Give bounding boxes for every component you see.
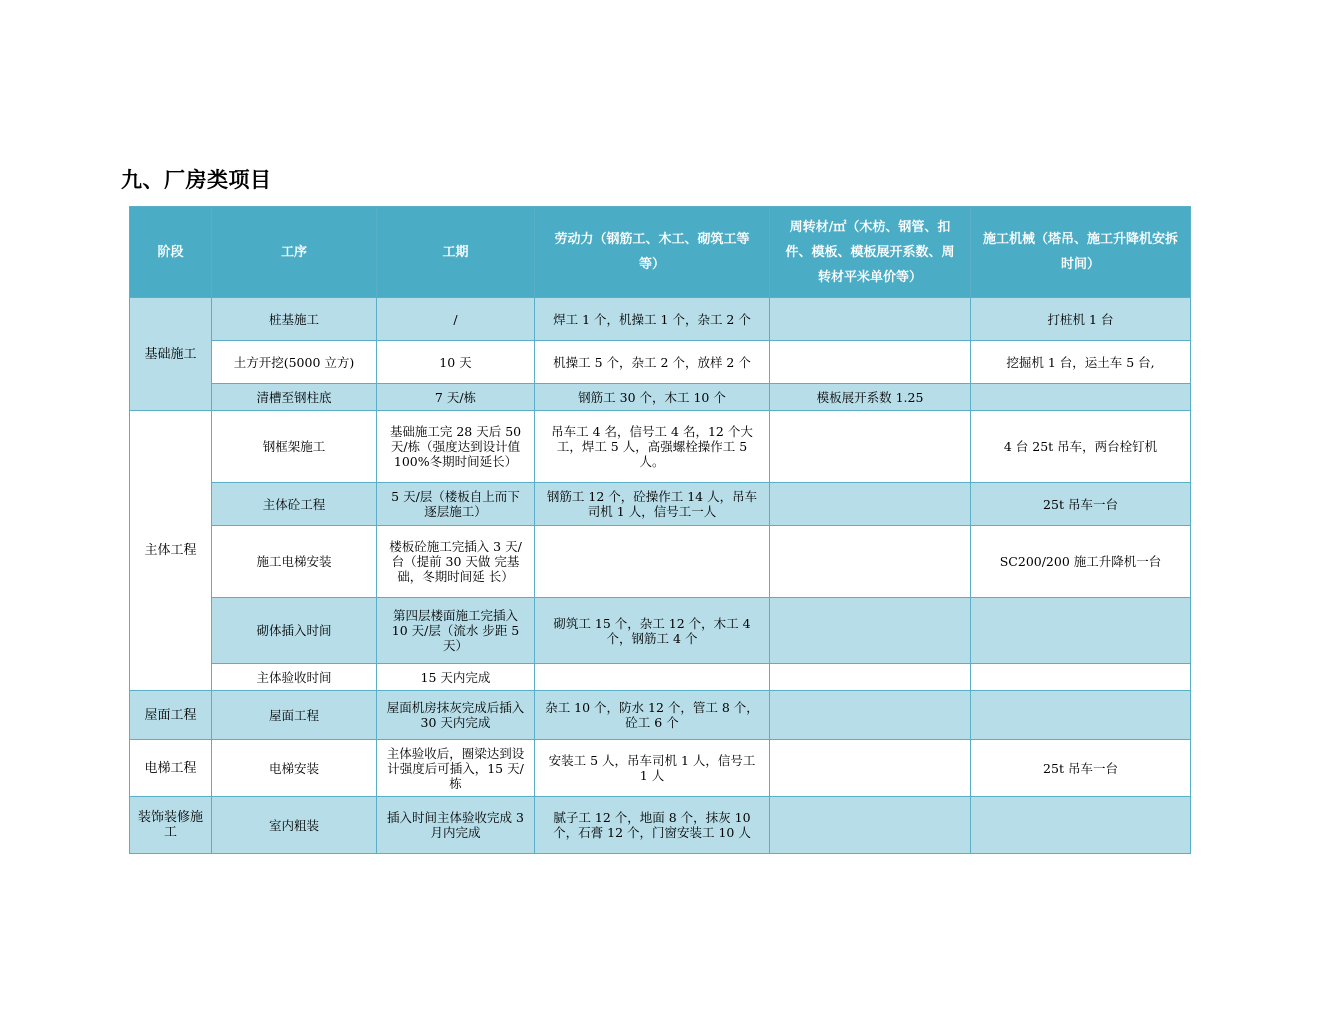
- stage-cell-elevator: 电梯工程: [130, 740, 212, 797]
- machinery-cell: 25t 吊车一台: [971, 483, 1191, 526]
- duration-cell: 楼板砼施工完插入 3 天/台（提前 30 天做 完基础，冬期时间延 长）: [377, 526, 535, 598]
- duration-cell: 10 天: [377, 341, 535, 384]
- duration-cell: 15 天内完成: [377, 664, 535, 691]
- formwork-cell: [770, 298, 971, 341]
- formwork-cell: [770, 598, 971, 664]
- column-header-formwork: 周转材/㎡（木枋、钢管、扣件、模板、模板展开系数、周转材平米单价等）: [770, 207, 971, 298]
- formwork-cell: [770, 797, 971, 854]
- machinery-cell: 打桩机 1 台: [971, 298, 1191, 341]
- machinery-cell: 4 台 25t 吊车，两台栓钉机: [971, 411, 1191, 483]
- formwork-cell: [770, 691, 971, 740]
- process-cell: 主体验收时间: [212, 664, 377, 691]
- table-row: [130, 298, 1191, 341]
- duration-cell: 7 天/栋: [377, 384, 535, 411]
- machinery-cell: 挖掘机 1 台，运土车 5 台,: [971, 341, 1191, 384]
- formwork-cell: [770, 526, 971, 598]
- process-cell: 桩基施工: [212, 298, 377, 341]
- machinery-cell: [971, 664, 1191, 691]
- labor-cell: 杂工 10 个，防水 12 个，管工 8 个，砼工 6 个: [535, 691, 770, 740]
- column-header-duration: 工期: [377, 207, 535, 298]
- table-row: [130, 664, 1191, 691]
- process-cell: 砌体插入时间: [212, 598, 377, 664]
- machinery-cell: [971, 384, 1191, 411]
- labor-cell: 安装工 5 人，吊车司机 1 人，信号工 1 人: [535, 740, 770, 797]
- duration-cell: 基础施工完 28 天后 50 天/栋（强度达到设计值 100%冬期时间延长）: [377, 411, 535, 483]
- process-cell: 屋面工程: [212, 691, 377, 740]
- table-row: [130, 411, 1191, 483]
- stage-cell-roof: 屋面工程: [130, 691, 212, 740]
- labor-cell: 腻子工 12 个，地面 8 个，抹灰 10 个，石膏 12 个，门窗安装工 10 人: [535, 797, 770, 854]
- duration-cell: 屋面机房抹灰完成后插入 30 天内完成: [377, 691, 535, 740]
- duration-cell: 主体验收后，圈梁达到设计强度后可插入，15 天/栋: [377, 740, 535, 797]
- stage-cell-decoration: 装饰装修施工: [130, 797, 212, 854]
- stage-cell-foundation: 基础施工: [130, 298, 212, 411]
- process-cell: 钢框架施工: [212, 411, 377, 483]
- machinery-cell: 25t 吊车一台: [971, 740, 1191, 797]
- labor-cell: 钢筋工 12 个，砼操作工 14 人，吊车司机 1 人，信号工一人: [535, 483, 770, 526]
- process-cell: 施工电梯安装: [212, 526, 377, 598]
- table-row: [130, 691, 1191, 740]
- formwork-cell: [770, 740, 971, 797]
- process-cell: 清槽至钢柱底: [212, 384, 377, 411]
- labor-cell: [535, 664, 770, 691]
- table-header-row: [130, 207, 1191, 298]
- table-row: [130, 797, 1191, 854]
- table-row: [130, 598, 1191, 664]
- column-header-stage: 阶段: [130, 207, 212, 298]
- process-cell: 土方开挖(5000 立方): [212, 341, 377, 384]
- table-row: [130, 526, 1191, 598]
- column-header-labor: 劳动力（钢筋工、木工、砌筑工等等）: [535, 207, 770, 298]
- table-row: [130, 483, 1191, 526]
- formwork-cell: [770, 341, 971, 384]
- duration-cell: 第四层楼面施工完插入 10 天/层（流水 步距 5 天）: [377, 598, 535, 664]
- labor-cell: 焊工 1 个，机操工 1 个，杂工 2 个: [535, 298, 770, 341]
- formwork-cell: [770, 411, 971, 483]
- section-heading: 九、厂房类项目: [121, 168, 272, 192]
- machinery-cell: [971, 797, 1191, 854]
- process-cell: 室内粗装: [212, 797, 377, 854]
- column-header-machinery: 施工机械（塔吊、施工升降机安拆时间）: [971, 207, 1191, 298]
- formwork-cell: 模板展开系数 1.25: [770, 384, 971, 411]
- labor-cell: 吊车工 4 名，信号工 4 名，12 个大工，焊工 5 人，高强螺栓操作工 5 人。: [535, 411, 770, 483]
- duration-cell: 5 天/层（楼板自上而下逐层施工）: [377, 483, 535, 526]
- machinery-cell: [971, 598, 1191, 664]
- column-header-process: 工序: [212, 207, 377, 298]
- construction-plan-table: [129, 206, 1191, 854]
- labor-cell: 机操工 5 个，杂工 2 个，放样 2 个: [535, 341, 770, 384]
- stage-cell-main: 主体工程: [130, 411, 212, 691]
- process-cell: 主体砼工程: [212, 483, 377, 526]
- duration-cell: /: [377, 298, 535, 341]
- duration-cell: 插入时间主体验收完成 3 月内完成: [377, 797, 535, 854]
- labor-cell: 钢筋工 30 个，木工 10 个: [535, 384, 770, 411]
- table-row: [130, 740, 1191, 797]
- formwork-cell: [770, 483, 971, 526]
- labor-cell: 砌筑工 15 个，杂工 12 个，木工 4 个，钢筋工 4 个: [535, 598, 770, 664]
- table-row: [130, 384, 1191, 411]
- formwork-cell: [770, 664, 971, 691]
- labor-cell: [535, 526, 770, 598]
- process-cell: 电梯安装: [212, 740, 377, 797]
- machinery-cell: [971, 691, 1191, 740]
- machinery-cell: SC200/200 施工升降机一台: [971, 526, 1191, 598]
- table-row: [130, 341, 1191, 384]
